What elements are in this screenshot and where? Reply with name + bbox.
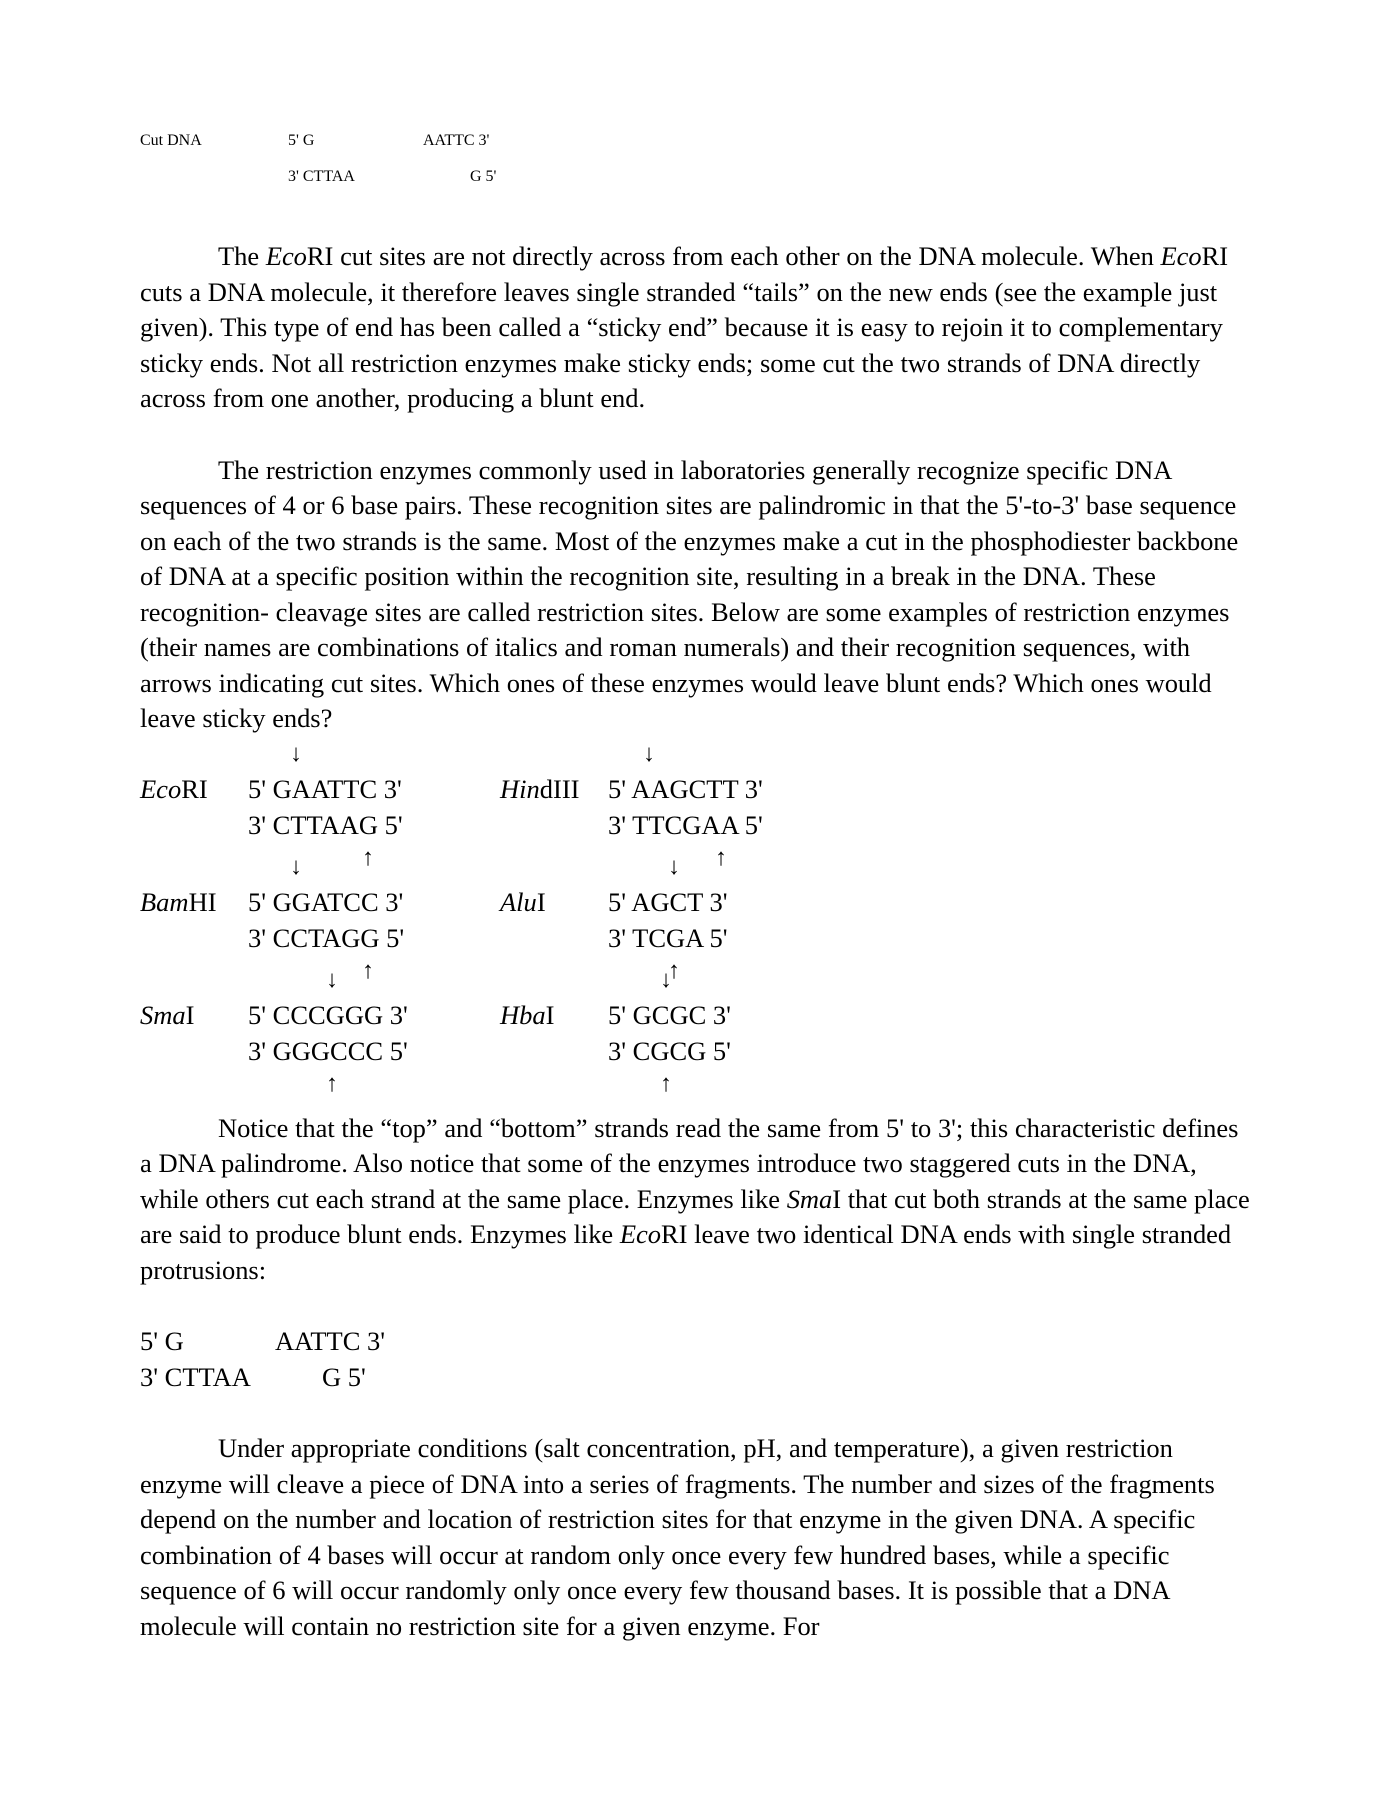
p3-seg1: Notice that the “top” and “bottom” strands read the same from 5' to 3'; this characteristic defines a DNA palindrome. Also notice that some of the enzymes introduce two staggered cuts in the DNA, while others cut each strand at the same place. Enzymes like — [140, 1112, 1239, 1214]
enzyme-bottom-strand: 3' CCTAGG 5' — [248, 922, 405, 953]
protrusion-top-suffix: AATTC 3' — [275, 1326, 386, 1356]
spacer — [140, 1395, 1252, 1431]
enzyme-name — [140, 772, 208, 808]
cut-arrow-up-icon: ↑ — [362, 844, 374, 871]
cut-arrow-down-icon: ↓ — [668, 853, 680, 880]
cut-dna-example-block — [140, 132, 1252, 203]
protrusion-top-prefix: 5' G — [140, 1326, 184, 1356]
enzyme-bottom-strand: 3' TTCGAA 5' — [608, 809, 763, 840]
enzyme-name-italic: Bam — [140, 887, 189, 917]
protrusion-bottom-prefix: 3' CTTAA — [140, 1361, 251, 1392]
document-content — [140, 132, 1252, 1644]
enzyme-name-roman: RI — [181, 774, 208, 804]
cut-dna-bottom-suffix: G 5' — [470, 167, 497, 185]
enzyme-name-italic: Hin — [500, 774, 540, 804]
enzyme-name-italic: Hba — [500, 1000, 546, 1030]
paragraph-ecori-sticky-ends — [140, 239, 1252, 417]
enzyme-top-strand: 5' GCGC 3' — [608, 1000, 731, 1030]
enzyme-name-roman: I — [185, 1000, 195, 1030]
protrusion-bottom-suffix: G 5' — [322, 1361, 366, 1392]
enzyme-name-roman: I — [545, 1000, 555, 1030]
enzyme-name-roman: I — [536, 887, 546, 917]
spacer — [140, 417, 1252, 453]
cut-arrow-up-icon: ↑ — [362, 957, 374, 984]
enzyme-name — [140, 998, 194, 1034]
cut-dna-top-suffix: AATTC 3' — [423, 132, 490, 149]
enzyme-name — [500, 772, 579, 808]
cut-arrow-down-icon: ↓ — [326, 966, 338, 993]
cut-arrow-up-icon: ↑ — [326, 1070, 338, 1097]
p1-seg3: RI cuts a DNA molecule, it therefore leaves single stranded “tails” on the new ends (see the example just given). This type of end has been called a “sticky end” because it is easy to rejoin it to complementary sticky ends. Not all restriction enzymes make sticky ends; some cut the two strands of DNA directly across from one another, producing a blunt end. — [140, 241, 1229, 413]
cut-dna-bottom-prefix: 3' CTTAA — [288, 167, 355, 185]
enzyme-name — [140, 885, 217, 921]
enzyme-name-italic: Alu — [500, 887, 537, 917]
enzyme-bottom-strand: 3' GGGCCC 5' — [248, 1035, 408, 1066]
enzyme-top-strand: 5' CCCGGG 3' — [248, 1000, 408, 1030]
paragraph-conditions-fragments: Under appropriate conditions (salt concentration, pH, and temperature), a given restriction enzyme will cleave a piece of DNA into a series of fragments. The number and sizes of the fragments depend on the number and location of restriction sites for that enzyme in the given DNA. A specific combination of 4 bases will occur at random only once every few hundred bases, while a specific sequence of 6 will occur randomly only once every few thousand bases. It is possible that a DNA molecule will contain no restriction site for a given enzyme. For — [140, 1433, 1215, 1641]
cut-arrow-down-icon: ↓ — [290, 740, 302, 767]
enzyme-name-roman: dIII — [539, 774, 580, 804]
enzyme-top-strand: 5' AAGCTT 3' — [608, 774, 763, 804]
cut-dna-label: Cut DNA — [140, 132, 202, 149]
paragraph-palindrome — [140, 1111, 1252, 1289]
paragraph-restriction-enzymes: The restriction enzymes commonly used in laboratories generally recognize specific DNA sequences of 4 or 6 base pairs. These recognition sites are palindromic in that the 5'-to-3' base sequence on each of the two strands is the same. Most of the enzymes make a cut in the phosphodiester backbone of DNA at a specific position within the recognition site, resulting in a break in the DNA. These recognition- cleavage sites are called restriction sites. Below are some examples of restriction enzymes (their names are combinations of italics and roman numerals) and their recognition sequences, with arrows indicating cut sites. Which ones of these enzymes would leave blunt ends? Which ones would leave sticky ends? — [140, 454, 1239, 733]
p1-seg2: RI cut sites are not directly across from each other on the DNA molecule. When — [306, 241, 1161, 271]
enzyme-name-roman: HI — [188, 887, 217, 917]
cut-dna-top-prefix: 5' G — [288, 132, 315, 149]
enzyme-name — [500, 998, 554, 1034]
enzyme-recognition-table — [140, 737, 1252, 1097]
cut-arrow-up-icon: ↑ — [715, 844, 727, 871]
p1-italic-eco-2: Eco — [1160, 241, 1202, 271]
p3-seg3: RI leave two identical DNA ends with single stranded protrusions: — [140, 1219, 1232, 1285]
spacer — [140, 1076, 1252, 1111]
enzyme-row — [140, 737, 1252, 871]
p3-italic-sma: Sma — [786, 1183, 833, 1214]
enzyme-bottom-strand: 3' CTTAAG 5' — [248, 809, 403, 840]
enzyme-top-strand: 5' GAATTC 3' — [248, 774, 402, 804]
cut-arrow-up-icon: ↑ — [668, 957, 680, 984]
enzyme-top-strand: 5' AGCT 3' — [608, 887, 728, 917]
cut-arrow-down-icon: ↓ — [643, 740, 655, 767]
p3-italic-eco: Eco — [619, 1219, 661, 1249]
enzyme-row — [140, 850, 1252, 984]
p1-seg1: The — [218, 241, 266, 271]
enzyme-bottom-strand: 3' CGCG 5' — [608, 1035, 731, 1066]
enzyme-bottom-strand: 3' TCGA 5' — [608, 922, 728, 953]
spacer — [140, 203, 1252, 239]
cut-arrow-down-icon: ↓ — [660, 966, 672, 993]
enzyme-name-italic: Eco — [140, 774, 182, 804]
protrusion-example-block — [140, 1324, 1252, 1395]
p3-seg2: I that cut both strands at the same place are said to produce blunt ends. Enzymes like — [140, 1183, 1250, 1249]
enzyme-name-italic: Sma — [140, 1000, 186, 1030]
spacer — [140, 1288, 1252, 1324]
p1-italic-eco-1: Eco — [265, 241, 307, 271]
cut-arrow-up-icon: ↑ — [660, 1070, 672, 1097]
enzyme-row — [140, 963, 1252, 1097]
cut-arrow-down-icon: ↓ — [290, 853, 302, 880]
enzyme-name — [500, 885, 546, 921]
enzyme-top-strand: 5' GGATCC 3' — [248, 887, 404, 917]
